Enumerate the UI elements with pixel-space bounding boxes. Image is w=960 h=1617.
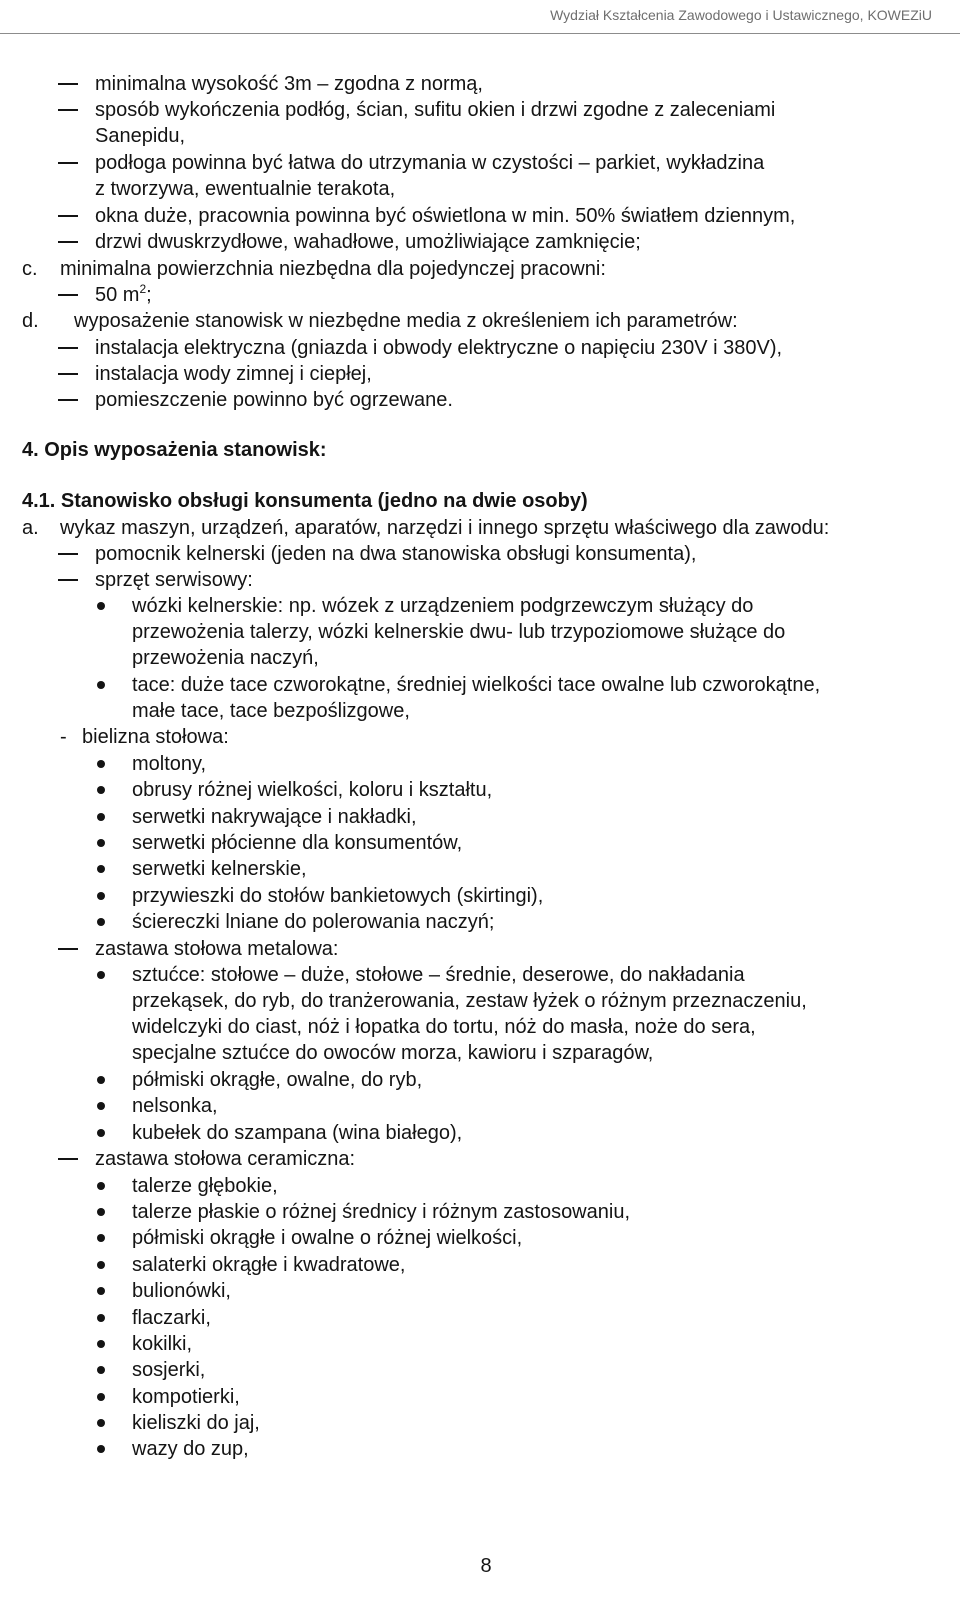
bullet-text: moltony, — [132, 753, 207, 775]
bullet-text: przywieszki do stołów bankietowych (skirtingi), — [132, 885, 544, 907]
list-item-text: instalacja wody zimnej i ciepłej, — [95, 363, 372, 385]
dash-marker — [58, 373, 78, 375]
bullet-marker — [97, 1314, 105, 1322]
bullet-text: nelsonka, — [132, 1095, 218, 1117]
bullet-marker — [97, 1445, 105, 1453]
list-item-text: pomocnik kelnerski (jeden na dwa stanowiska obsługi konsumenta), — [95, 543, 697, 565]
bullet-marker — [97, 1393, 105, 1401]
dash-marker — [58, 948, 78, 950]
list-item-text: okna duże, pracownia powinna być oświetlona w min. 50% światłem dziennym, — [95, 205, 796, 227]
list-item-text: zastawa stołowa ceramiczna: — [95, 1148, 356, 1170]
bullet-marker — [97, 1261, 105, 1269]
dash-marker — [58, 347, 78, 349]
punctuation: ; — [146, 284, 152, 306]
bullet-marker — [97, 1366, 105, 1374]
list-item-text: bielizna stołowa: — [82, 726, 229, 748]
list-item-text: drzwi dwuskrzydłowe, wahadłowe, umożliwiające zamknięcie; — [95, 231, 641, 253]
list-item-text: podłoga powinna być łatwa do utrzymania w czystości – parkiet, wykładzina — [95, 152, 765, 174]
dash-marker — [58, 399, 78, 401]
area-value: 50 m — [95, 284, 140, 306]
bullet-text: sztućce: stołowe – duże, stołowe – średnie, deserowe, do nakładania — [132, 964, 745, 986]
bullet-marker — [97, 1182, 105, 1190]
bullet-marker — [97, 1419, 105, 1427]
list-item-text: sposób wykończenia podłóg, ścian, sufitu okien i drzwi zgodne z zaleceniami — [95, 99, 776, 121]
bullet-text: tace: duże tace czworokątne, średniej wielkości tace owalne lub czworokątne, — [132, 674, 821, 696]
bullet-text: kieliszki do jaj, — [132, 1412, 260, 1434]
list-item-text: sprzęt serwisowy: — [95, 569, 253, 591]
list-item-text: minimalna wysokość 3m – zgodna z normą, — [95, 73, 483, 95]
dash-marker — [58, 215, 78, 217]
bullet-marker — [97, 971, 105, 979]
bullet-text: serwetki nakrywające i nakładki, — [132, 806, 417, 828]
bullet-text: wazy do zup, — [132, 1438, 249, 1460]
header-title: Wydział Kształcenia Zawodowego i Ustawicznego, KOWEZiU — [550, 7, 932, 23]
bullet-marker — [97, 1340, 105, 1348]
bullet-text: flaczarki, — [132, 1307, 211, 1329]
bullet-text: przewożenia naczyń, — [132, 647, 319, 669]
bullet-marker — [97, 1208, 105, 1216]
page-header — [0, 0, 960, 34]
dash-marker — [58, 579, 78, 581]
list-item-text: minimalna powierzchnia niezbędna dla pojedynczej pracowni: — [60, 258, 606, 280]
bullet-marker — [97, 918, 105, 926]
bullet-text: specjalne sztućce do owoców morza, kawioru i szparagów, — [132, 1042, 654, 1064]
bullet-marker — [97, 1287, 105, 1295]
heading-text: 4. Opis wyposażenia stanowisk: — [22, 439, 327, 461]
list-marker: d. — [22, 310, 39, 332]
heading-text: 4.1. Stanowisko obsługi konsumenta (jedno na dwie osoby) — [22, 490, 588, 512]
bullet-text: kokilki, — [132, 1333, 193, 1355]
bullet-marker — [97, 1076, 105, 1084]
dash-marker — [58, 109, 78, 111]
bullet-marker — [97, 813, 105, 821]
bullet-marker — [97, 1102, 105, 1110]
bullet-text: kubełek do szampana (wina białego), — [132, 1122, 463, 1144]
bullet-text: ściereczki lniane do polerowania naczyń; — [132, 911, 495, 933]
superscript: 2 — [139, 282, 147, 296]
bullet-text: sosjerki, — [132, 1359, 206, 1381]
bullet-text: półmiski okrągłe, owalne, do ryb, — [132, 1069, 423, 1091]
bullet-text: serwetki płócienne dla konsumentów, — [132, 832, 463, 854]
dash-marker — [58, 1158, 78, 1160]
bullet-text: przekąsek, do ryb, do tranżerowania, zestaw łyżek o różnym przeznaczeniu, — [132, 990, 807, 1012]
bullet-text: obrusy różnej wielkości, koloru i kształtu, — [132, 779, 493, 801]
list-item-text: z tworzywa, ewentualnie terakota, — [95, 178, 396, 200]
bullet-text: przewożenia talerzy, wózki kelnerskie dwu- lub trzypoziomowe służące do — [132, 621, 786, 643]
bullet-marker — [97, 681, 105, 689]
page-number-text: 8 — [480, 1555, 492, 1577]
bullet-text: półmiski okrągłe i owalne o różnej wielkości, — [132, 1227, 523, 1249]
list-marker: c. — [22, 258, 38, 280]
bullet-marker — [97, 1234, 105, 1242]
list-item-text: wyposażenie stanowisk w niezbędne media z określeniem ich parametrów: — [74, 310, 738, 332]
bullet-marker — [97, 839, 105, 847]
list-item-text: zastawa stołowa metalowa: — [95, 938, 339, 960]
list-item-text: wykaz maszyn, urządzeń, aparatów, narzędzi i innego sprzętu właściwego dla zawodu: — [60, 517, 830, 539]
bullet-marker — [97, 892, 105, 900]
list-marker: - — [60, 726, 67, 748]
bullet-text: talerze głębokie, — [132, 1175, 278, 1197]
bullet-text: talerze płaskie o różnej średnicy i różnym zastosowaniu, — [132, 1201, 630, 1223]
list-item-text: Sanepidu, — [95, 125, 186, 147]
bullet-marker — [97, 865, 105, 873]
list-item-text: pomieszczenie powinno być ogrzewane. — [95, 389, 453, 411]
bullet-text: bulionówki, — [132, 1280, 231, 1302]
bullet-text: widelczyki do ciast, nóż i łopatka do tortu, nóż do masła, noże do sera, — [132, 1016, 756, 1038]
list-marker: a. — [22, 517, 39, 539]
bullet-text: kompotierki, — [132, 1386, 240, 1408]
list-item-text: instalacja elektryczna (gniazda i obwody elektryczne o napięciu 230V i 380V), — [95, 337, 783, 359]
list-item-text — [95, 282, 152, 308]
bullet-text: salaterki okrągłe i kwadratowe, — [132, 1254, 406, 1276]
bullet-marker — [97, 786, 105, 794]
bullet-marker — [97, 1129, 105, 1137]
dash-marker — [58, 241, 78, 243]
bullet-marker — [97, 760, 105, 768]
bullet-text: wózki kelnerskie: np. wózek z urządzeniem podgrzewczym służący do — [132, 595, 754, 617]
page-number — [0, 1555, 960, 1578]
dash-marker — [58, 83, 78, 85]
dash-marker — [58, 162, 78, 164]
bullet-text: małe tace, tace bezpoślizgowe, — [132, 700, 410, 722]
bullet-text: serwetki kelnerskie, — [132, 858, 307, 880]
dash-marker — [58, 294, 78, 296]
bullet-marker — [97, 602, 105, 610]
dash-marker — [58, 553, 78, 555]
